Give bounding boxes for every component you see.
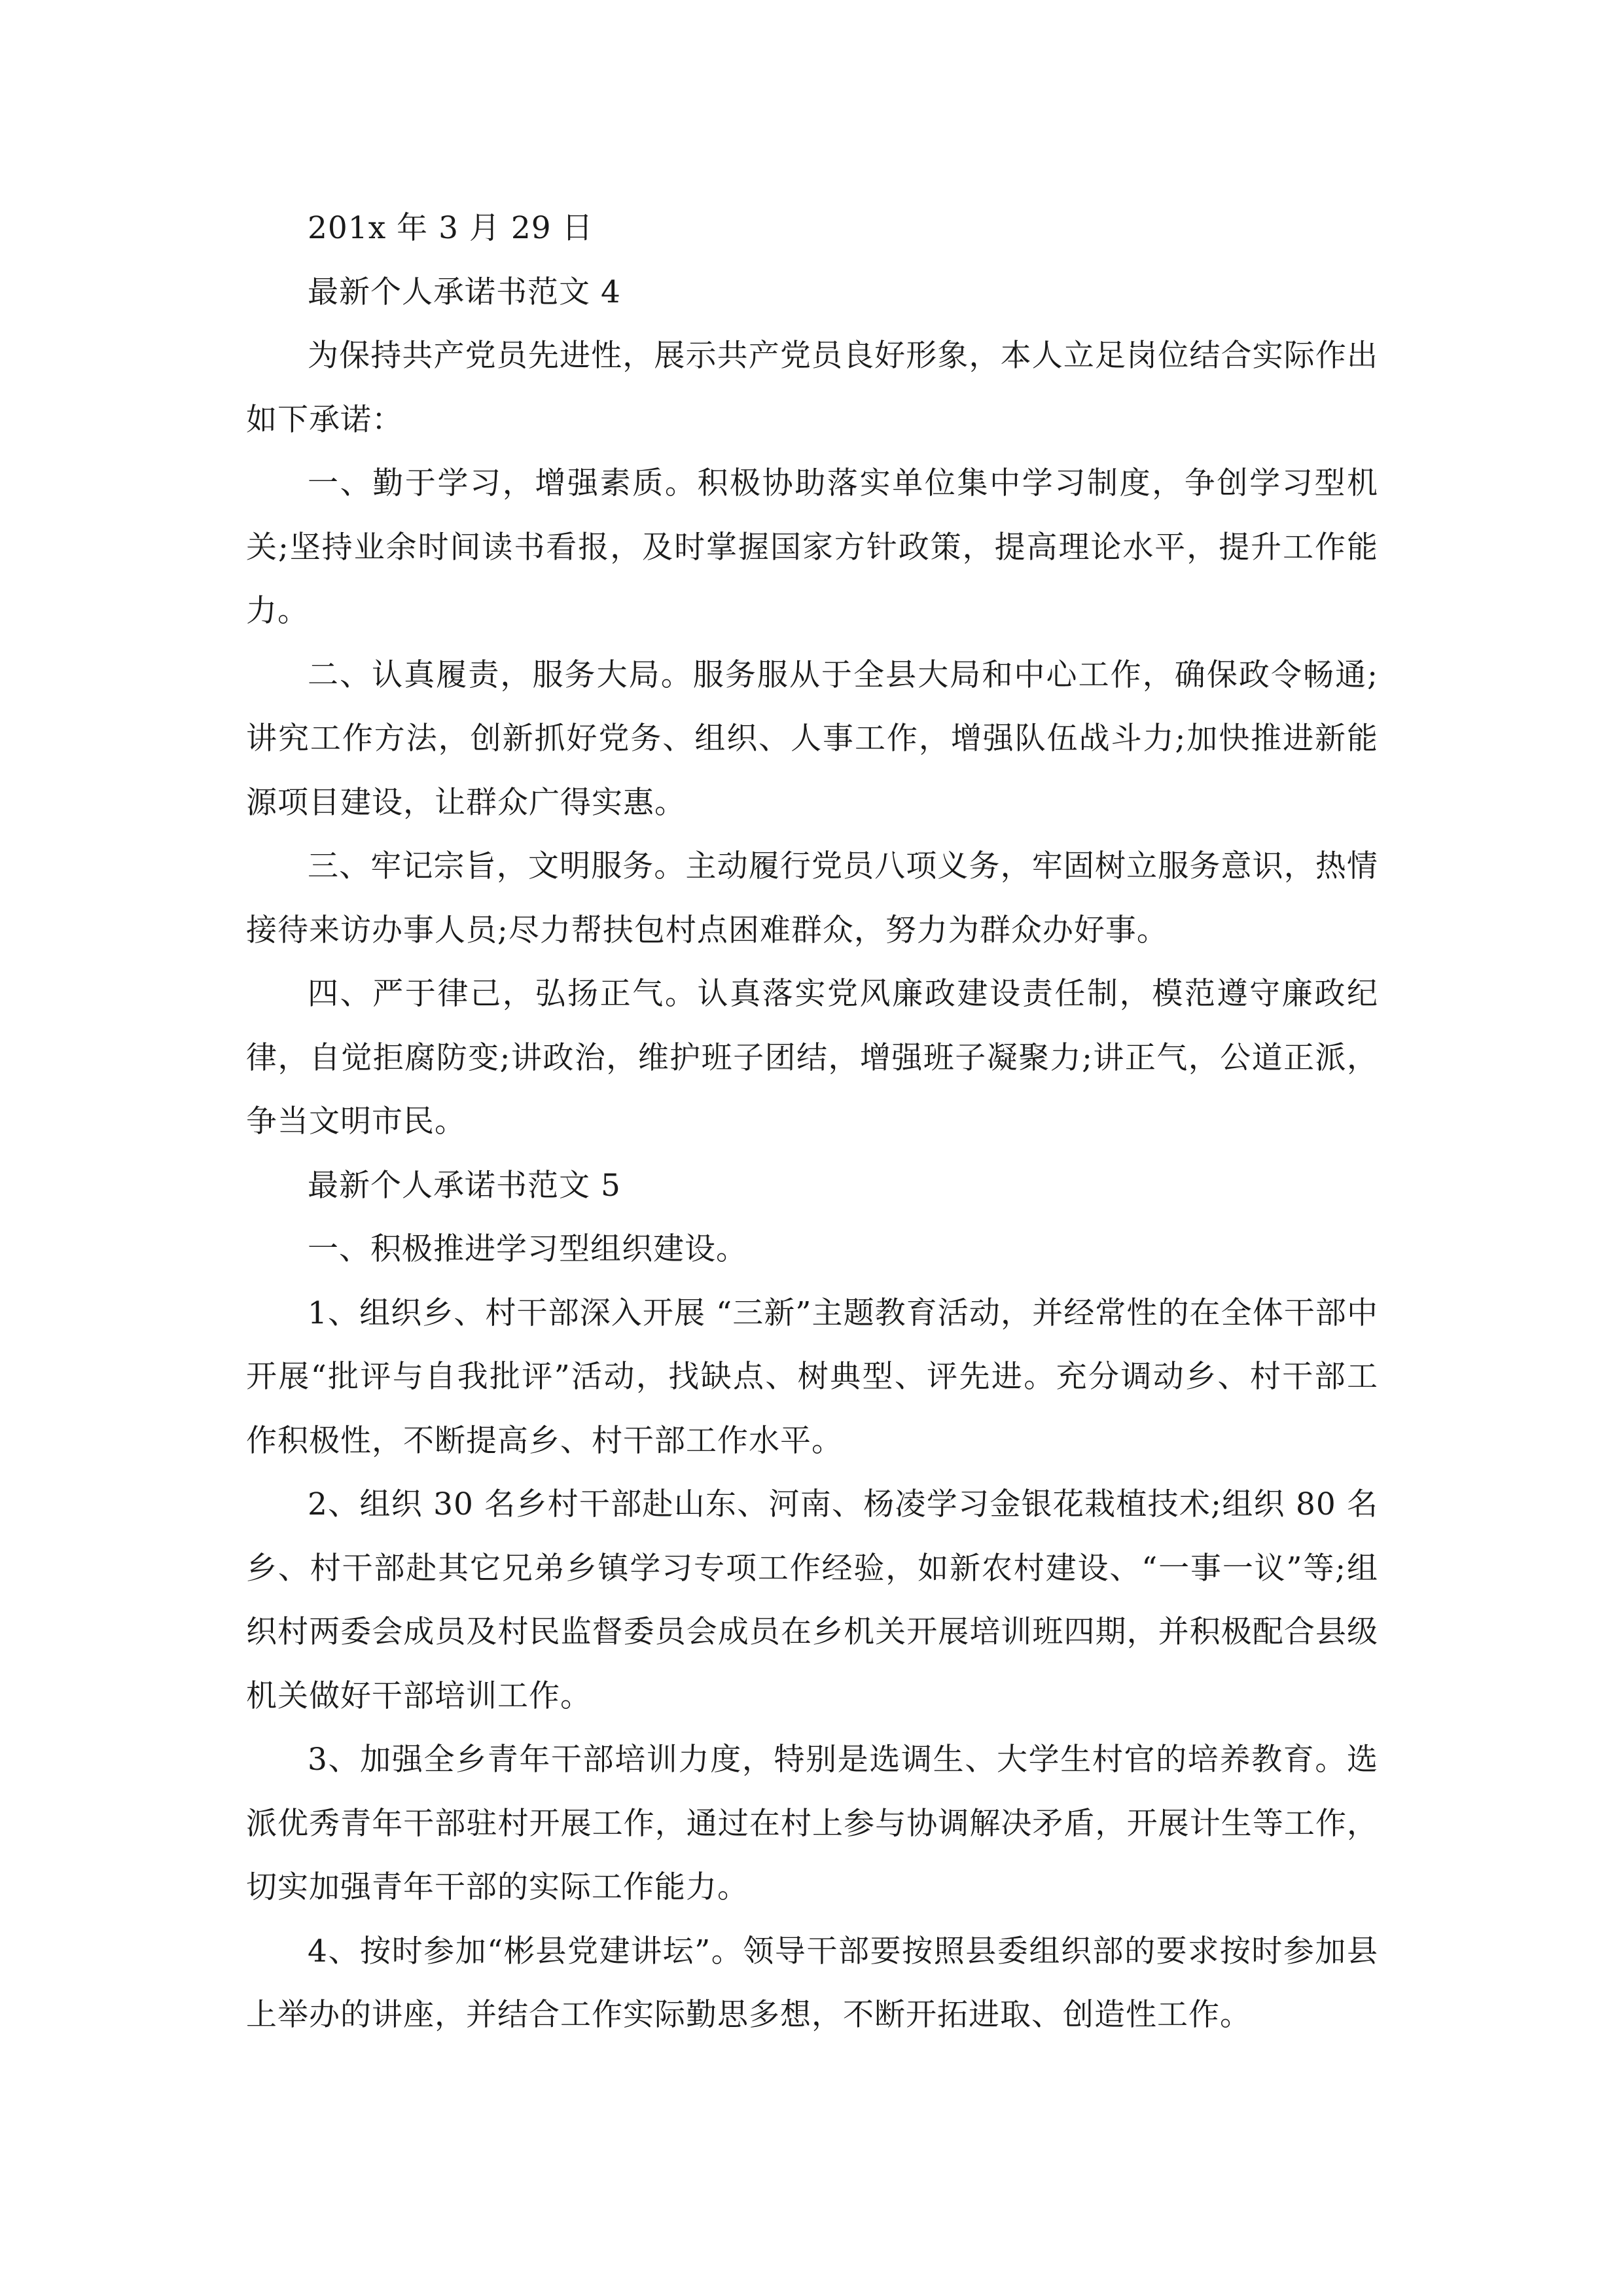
subheading-learning-organization: 一、积极推进学习型组织建设。 bbox=[308, 1231, 747, 1267]
section-heading-5: 最新个人承诺书范文 5 bbox=[308, 1167, 621, 1204]
paragraph-item-2: 二、认真履责，服务大局。服务服从于全县大局和中心工作，确保政令畅通;讲究工作方法，创新抓好党务、组织、人事工作，增强队伍战斗力;加快推进新能源项目建设，让群众广得实惠。 bbox=[246, 656, 1378, 821]
paragraph-point-4: 4、按时参加“彬县党建讲坛”。领导干部要按照县委组织部的要求按时参加县上举办的讲座，并结合工作实际勤思多想，不断开拓进取、创造性工作。 bbox=[246, 1933, 1378, 2033]
document-body bbox=[246, 196, 1378, 2047]
date-line: 201x 年 3 月 29 日 bbox=[308, 210, 594, 246]
paragraph-point-3: 3、加强全乡青年干部培训力度，特别是选调生、大学生村官的培养教育。选派优秀青年干部驻村开展工作，通过在村上参与协调解决矛盾，开展计生等工作，切实加强青年干部的实际工作能力。 bbox=[246, 1742, 1378, 1905]
paragraph-item-3: 三、牢记宗旨，文明服务。主动履行党员八项义务，牢固树立服务意识，热情接待来访办事人员;尽力帮扶包村点困难群众，努力为群众办好事。 bbox=[246, 848, 1378, 948]
paragraph-item-1: 一、勤于学习，增强素质。积极协助落实单位集中学习制度，争创学习型机关;坚持业余时间读书看报，及时掌握国家方针政策，提高理论水平，提升工作能力。 bbox=[246, 465, 1378, 629]
paragraph-point-1: 1、组织乡、村干部深入开展 “三新”主题教育活动，并经常性的在全体干部中开展“批评与自我批评”活动，找缺点、树典型、评先进。充分调动乡、村干部工作积极性，不断提高乡、村干部工作水平。 bbox=[246, 1295, 1378, 1459]
paragraph-item-4: 四、严于律己，弘扬正气。认真落实党风廉政建设责任制，模范遵守廉政纪律，自觉拒腐防变;讲政治，维护班子团结，增强班子凝聚力;讲正气，公道正派，争当文明市民。 bbox=[246, 976, 1378, 1139]
section-heading-4: 最新个人承诺书范文 4 bbox=[308, 274, 621, 310]
paragraph-point-2: 2、组织 30 名乡村干部赴山东、河南、杨凌学习金银花栽植技术;组织 80 名乡、村干部赴其它兄弟乡镇学习专项工作经验，如新农村建设、“一事一议”等;组织村两委会成员及村民监督委员会成员在乡机关开展培训班四期，并积极配合县级机关做好干部培训工作。 bbox=[246, 1486, 1378, 1714]
paragraph-intro: 为保持共产党员先进性，展示共产党员良好形象，本人立足岗位结合实际作出如下承诺： bbox=[246, 338, 1378, 438]
